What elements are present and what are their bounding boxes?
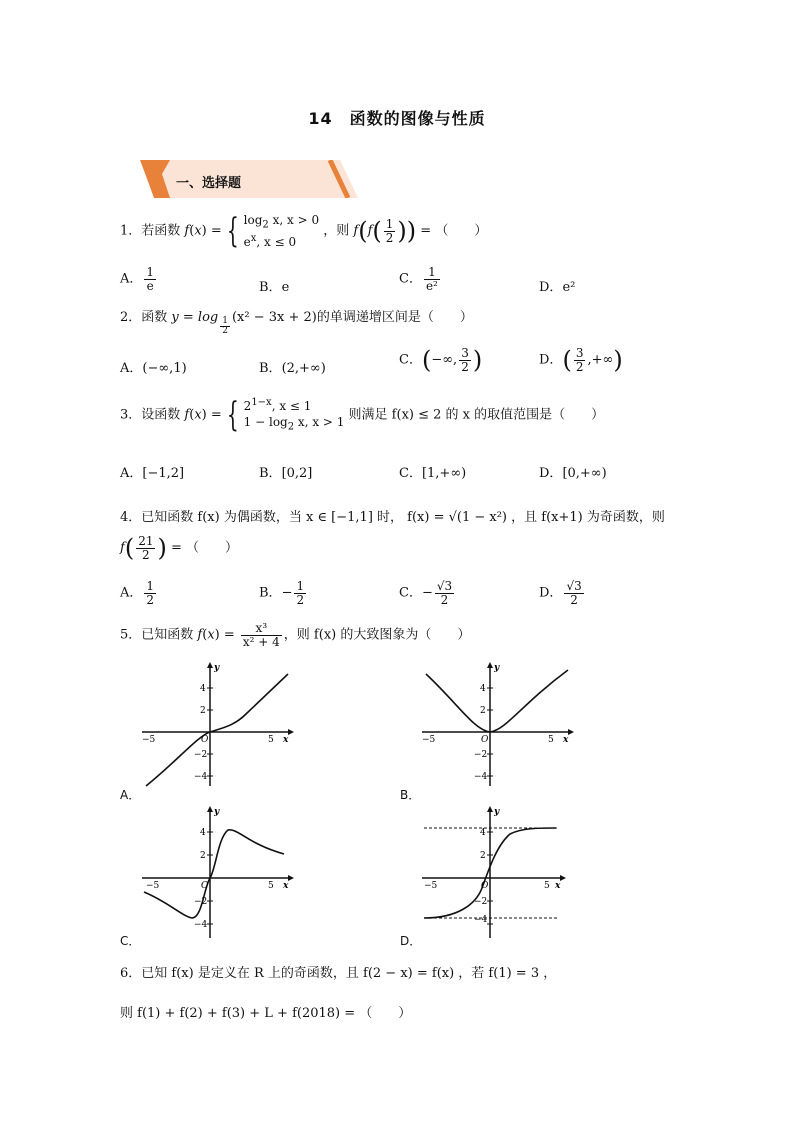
svg-text:x: x: [283, 881, 289, 891]
svg-text:5: 5: [544, 881, 550, 891]
q2-option-d[interactable]: D．( $\frac{3}{2}$ ,+∞): [539, 345, 623, 374]
svg-text:2: 2: [200, 851, 206, 861]
svg-text:x: x: [555, 881, 561, 891]
q3-option-a[interactable]: A．[−1,2]: [120, 466, 185, 481]
graph-c-label: C．: [120, 934, 141, 948]
svg-text:−5: −5: [422, 735, 436, 745]
graph-a-label: A．: [120, 788, 141, 802]
svg-text:−2: −2: [194, 750, 208, 760]
svg-text:2: 2: [200, 706, 206, 716]
q3-option-c[interactable]: C．[1,+∞): [399, 466, 467, 481]
q3-option-d[interactable]: D．[0,+∞): [539, 466, 607, 481]
svg-text:4: 4: [200, 684, 206, 694]
svg-text:−4: −4: [194, 772, 208, 782]
svg-text:5: 5: [548, 735, 554, 745]
svg-text:−4: −4: [474, 915, 488, 925]
graph-b[interactable]: [418, 660, 578, 790]
q1-option-a[interactable]: A． $\frac{1}{e}$: [120, 265, 155, 293]
svg-text:4: 4: [480, 828, 486, 838]
svg-text:y: y: [494, 807, 500, 817]
q2-option-c[interactable]: C．(−∞, $\frac{3}{2}$ ): [399, 345, 483, 374]
q2-option-a[interactable]: A．(−∞,1): [120, 361, 187, 376]
graph-a[interactable]: [138, 660, 298, 790]
svg-text:−4: −4: [194, 920, 208, 930]
q1-option-c[interactable]: C． $\frac{1}{\text{e²}}$: [399, 265, 438, 293]
svg-text:2: 2: [480, 706, 486, 716]
svg-text:O: O: [201, 735, 209, 745]
svg-text:x: x: [283, 735, 289, 745]
q1-option-b[interactable]: B．e: [259, 280, 290, 295]
graph-c[interactable]: [138, 804, 298, 940]
q4-option-d[interactable]: D． $\frac{√3}{2}$: [539, 579, 582, 607]
svg-text:2: 2: [480, 851, 486, 861]
svg-text:O: O: [201, 881, 209, 891]
question-6: 6．已知 f(x) 是定义在 R 上的奇函数，且 f(2 − x) = f(x) ，若 f(1) = 3 ，: [120, 966, 557, 981]
graph-b-label: B．: [400, 788, 421, 802]
page-title: 14 函数的图像与性质: [308, 109, 486, 128]
section-heading: 一、选择题: [176, 176, 242, 191]
svg-text:−2: −2: [194, 897, 208, 907]
svg-text:y: y: [214, 807, 220, 817]
svg-text:−5: −5: [142, 735, 156, 745]
question-5: 5．已知函数 f(x) = $\frac{\text{x³}}{\text{x² + 4}}$ ，则 f(x) 的大致图象为（ ）: [120, 621, 471, 649]
svg-text:−2: −2: [474, 750, 488, 760]
svg-text:−5: −5: [424, 881, 438, 891]
svg-text:5: 5: [268, 735, 274, 745]
q1-option-d[interactable]: D．e²: [539, 280, 576, 295]
q4-option-a[interactable]: A． $\frac{1}{2}$: [120, 579, 155, 607]
svg-text:x: x: [563, 735, 569, 745]
q3-option-b[interactable]: B．[0,2]: [259, 466, 313, 481]
svg-text:−5: −5: [146, 881, 160, 891]
q4-option-c[interactable]: C．− $\frac{√3}{2}$: [399, 579, 453, 607]
svg-text:4: 4: [480, 684, 486, 694]
svg-text:5: 5: [268, 881, 274, 891]
question-4: 4．已知函数 f(x) 为偶函数，当 x ∈ [−1,1] 时， f(x) = √(1 − x²) ，且 f(x+1) 为奇函数，则: [120, 510, 665, 525]
svg-text:y: y: [494, 663, 500, 673]
svg-text:−4: −4: [474, 772, 488, 782]
question-3: 3．设函数 f(x) = { $2^{1-x}$, x ≤ 1 $1 - \log_2 x$, x > 1 则满足 f(x) ≤ 2 的 x 的取值范围是（ ）: [120, 395, 605, 436]
question-2: 2．函数 y = log $\frac{1}{2}$ (x² − 3x + 2)的单调递增区间是（ ）: [120, 310, 473, 336]
q4-option-b[interactable]: B．− $\frac{1}{2}$: [259, 579, 305, 607]
svg-text:−2: −2: [474, 897, 488, 907]
graph-d-label: D．: [400, 934, 422, 948]
graph-d[interactable]: [418, 804, 578, 940]
svg-text:O: O: [481, 735, 489, 745]
question-6-cont: 则 f(1) + f(2) + f(3) + L + f(2018) = （ ）: [120, 1006, 412, 1021]
svg-text:4: 4: [200, 828, 206, 838]
svg-text:O: O: [481, 881, 489, 891]
svg-text:y: y: [214, 663, 220, 673]
question-4-cont: f( $\frac{21}{2}$ ) = （ ）: [120, 533, 239, 562]
section-banner: [140, 160, 360, 198]
question-1: 1．若函数 f(x) = { $\log_2 x$, x > 0 $e^x$, x ≤ 0 ，则 f(f( $\frac{1}{2}$ )) = （ ）: [120, 211, 488, 252]
q2-option-b[interactable]: B．(2,+∞): [259, 361, 326, 376]
